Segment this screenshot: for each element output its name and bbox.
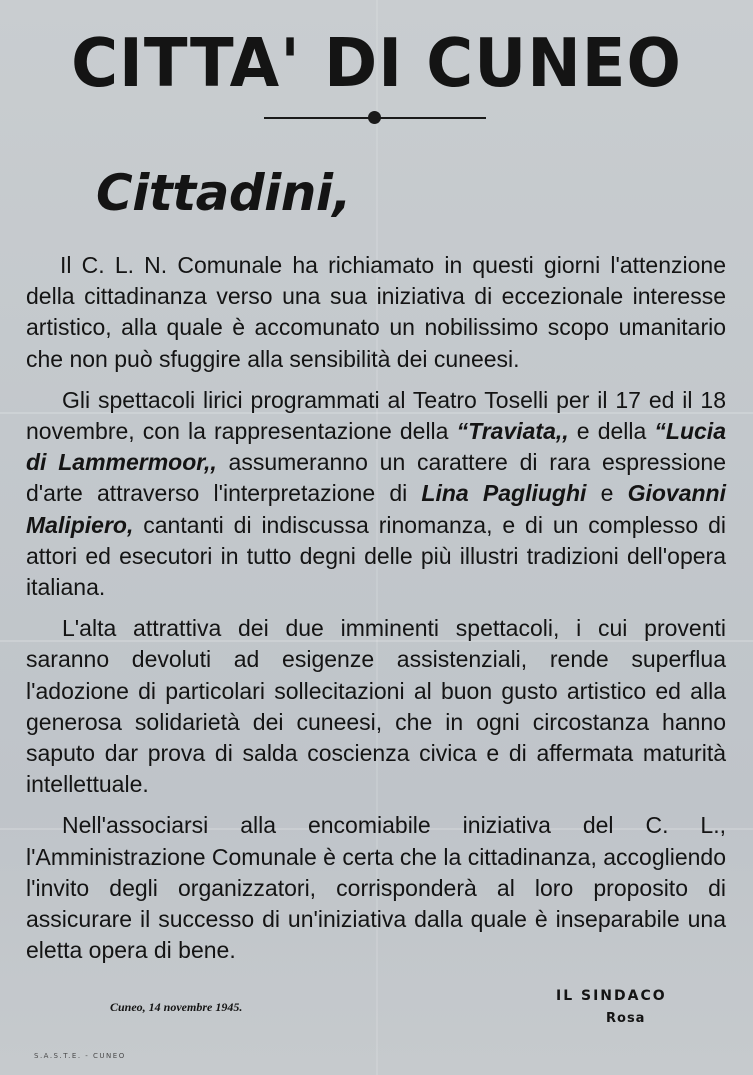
emphasized-text: Lina Pagliughi xyxy=(421,480,587,507)
body-paragraph xyxy=(26,385,726,603)
paragraph-text: Il C. L. N. Comunale ha richiamato in questi giorni l'attenzione della cittadinanza verso una sua iniziativa di eccezionale interesse artistico, alla quale è accomunato un nobilissimo scopo umanitario che non può sfuggire alla sensibilità dei cuneesi. xyxy=(26,252,726,372)
greeting-heading: Cittadini, xyxy=(96,164,352,222)
signature-title: IL SINDACO xyxy=(556,988,667,1004)
poster-title: CITTA' DI CUNEO xyxy=(71,25,682,103)
place-date: Cuneo, 14 novembre 1945. xyxy=(110,1000,243,1014)
body-paragraph xyxy=(26,250,726,375)
printer-imprint: S.A.S.T.E. - CUNEO xyxy=(34,1052,126,1060)
paragraph-text: e xyxy=(586,480,628,507)
body-paragraph xyxy=(26,810,726,966)
body-paragraph xyxy=(26,613,726,800)
emphasized-text: “Traviata,, xyxy=(456,418,569,445)
title-divider-dot xyxy=(368,111,381,124)
paragraph-text: cantanti di indiscussa rinomanza, e di un complesso di attori ed esecutori in tutto degni delle più illustri tradizioni dell'opera italiana. xyxy=(26,511,726,601)
signature-name: Rosa xyxy=(606,1011,646,1026)
paragraph-text: L'alta attrattiva dei due imminenti spettacoli, i cui proventi saranno devoluti ad esigenze assistenziali, rende superflua l'adozione di particolari sollecitazioni al buon gusto artistico ed alla generosa solidarietà dei cuneesi, che in ogni circostanza hanno saputo dar prova di salda coscienza civica e di affermata maturità intellettuale. xyxy=(26,615,726,798)
paragraph-text: e della xyxy=(568,418,655,445)
emphasized-text: “Lucia di Lammermoor,, xyxy=(26,418,726,476)
announcement-body xyxy=(26,250,726,976)
paragraph-text: assumeranno un carattere di rara espressione d'arte attraverso l'interpretazione di xyxy=(26,449,726,507)
emphasized-text: Giovanni Malipiero, xyxy=(26,480,726,538)
paragraph-text: Gli spettacoli lirici programmati al Teatro Toselli per il 17 ed il 18 novembre, con la rappresentazione della xyxy=(26,386,726,445)
paragraph-text: Nell'associarsi alla encomiabile iniziativa del C. L., l'Amministrazione Comunale è certa che la cittadinanza, accogliendo l'invito degli organizzatori, corrisponderà al loro proposito di assicurare il successo di un'iniziativa dalla quale è inseparabile una eletta opera di bene. xyxy=(26,812,726,964)
